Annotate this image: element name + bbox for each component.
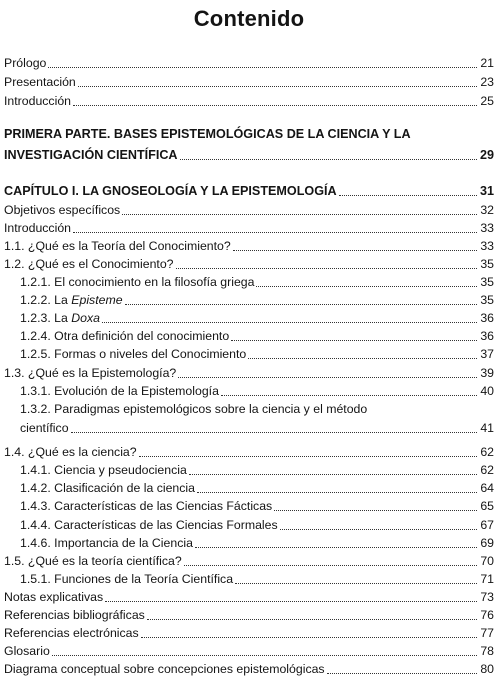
entry-page: 23 [480, 75, 494, 89]
dot-leader [141, 637, 477, 638]
entry-page: 71 [480, 572, 494, 586]
entry-page: 67 [480, 518, 494, 532]
entry-page: 31 [479, 184, 494, 198]
dot-leader [231, 340, 477, 341]
entry-label: 1.4.2. Clasificación de la ciencia [20, 481, 195, 495]
entry-label: INVESTIGACIÓN CIENTÍFICA [4, 148, 178, 162]
dot-leader [339, 195, 477, 196]
entry-label-italic: Doxa [71, 311, 100, 325]
entry-page: 29 [479, 148, 494, 162]
toc-entry-1-2-3[interactable] [20, 309, 494, 326]
toc-entry-1-2-5[interactable] [20, 345, 494, 362]
toc-entry-1-2-4[interactable] [20, 327, 494, 344]
dot-leader [221, 395, 477, 396]
entry-page: 64 [480, 481, 494, 495]
toc-entry-1-2-2[interactable] [20, 291, 494, 308]
dot-leader [248, 358, 477, 359]
dot-leader [176, 268, 477, 269]
toc-entry-referencias-bibliograficas[interactable] [4, 606, 494, 623]
entry-label: 1.3. ¿Qué es la Epistemología? [4, 366, 177, 380]
dot-leader [73, 232, 477, 233]
entry-label: 1.2. ¿Qué es el Conocimiento? [4, 257, 174, 271]
entry-label: 1.2.5. Formas o niveles del Conocimiento [20, 347, 247, 361]
entry-label: 1.2.4. Otra definición del conocimiento [20, 329, 230, 343]
entry-label: Glosario [4, 644, 50, 658]
dot-leader [48, 67, 477, 68]
entry-label-italic: Episteme [71, 293, 123, 307]
entry-page: 35 [480, 257, 494, 271]
entry-page: 33 [480, 239, 494, 253]
entry-page: 36 [480, 311, 494, 325]
entry-label: científico [20, 421, 69, 435]
entry-page: 65 [480, 499, 494, 513]
dot-leader [197, 492, 477, 493]
dot-leader [102, 322, 477, 323]
entry-page: 62 [480, 445, 494, 459]
toc-entry-diagrama[interactable] [4, 660, 494, 677]
entry-page: 77 [480, 626, 494, 640]
entry-label [20, 311, 100, 326]
entry-page: 69 [480, 536, 494, 550]
entry-label: 1.3.1. Evolución de la Epistemología [20, 384, 219, 398]
toc-entry-1-4[interactable] [4, 443, 494, 460]
entry-page: 36 [480, 329, 494, 343]
entry-page: 37 [480, 347, 494, 361]
entry-label: Referencias bibliográficas [4, 608, 145, 622]
dot-leader [195, 547, 477, 548]
entry-page: 39 [480, 366, 494, 380]
entry-page: 33 [480, 221, 494, 235]
dot-leader [125, 304, 477, 305]
toc-entry-1-3-1[interactable] [20, 382, 494, 399]
dot-leader [139, 456, 477, 457]
dot-leader [189, 474, 477, 475]
toc-entry-1-3-2-line2[interactable] [20, 419, 494, 436]
entry-label: Objetivos específicos [4, 203, 121, 217]
entry-label: 1.5. ¿Qué es la teoría científica? [4, 554, 182, 568]
dot-leader [235, 583, 477, 584]
dot-leader [180, 159, 477, 160]
entry-page: 35 [480, 293, 494, 307]
toc-entry-1-5[interactable] [4, 552, 494, 569]
dot-leader [122, 214, 477, 215]
entry-label: Introducción [4, 221, 71, 235]
dot-leader [71, 432, 477, 433]
entry-page: 35 [480, 275, 494, 289]
entry-page: 21 [480, 56, 494, 70]
toc-entry-intro[interactable] [4, 219, 494, 236]
dot-leader [52, 655, 477, 656]
dot-leader [184, 565, 477, 566]
toc-entry-1-1[interactable] [4, 237, 494, 254]
dot-leader [105, 601, 477, 602]
toc-entry-1-2[interactable] [4, 255, 494, 272]
toc-entry-1-5-1[interactable] [20, 570, 494, 587]
toc-entry-1-4-4[interactable] [20, 516, 494, 533]
toc-entry-1-4-1[interactable] [20, 461, 494, 478]
part-heading-line1[interactable]: PRIMERA PARTE. BASES EPISTEMOLÓGICAS DE LA CIENCIA Y LA [4, 127, 411, 141]
toc-entry-presentacion[interactable] [4, 73, 494, 90]
dot-leader [256, 286, 477, 287]
entry-label: 1.4.4. Características de las Ciencias Formales [20, 518, 278, 532]
dot-leader [73, 105, 477, 106]
entry-label: CAPÍTULO I. LA GNOSEOLOGÍA Y LA EPISTEMOLOGÍA [4, 184, 337, 198]
entry-page: 62 [480, 463, 494, 477]
toc-entry-introduccion[interactable] [4, 92, 494, 109]
dot-leader [274, 510, 477, 511]
chapter-heading[interactable] [4, 182, 494, 199]
page-title: Contenido [193, 6, 305, 31]
entry-label: Prólogo [4, 56, 47, 70]
dot-leader [280, 529, 477, 530]
entry-label-prefix: 1.2.2. La [20, 293, 72, 307]
entry-page: 41 [480, 421, 494, 435]
entry-page: 78 [480, 644, 494, 658]
entry-page: 80 [480, 662, 494, 676]
dot-leader [327, 673, 477, 674]
entry-label: 1.4.3. Características de las Ciencias Fácticas [20, 499, 273, 513]
entry-page: 76 [480, 608, 494, 622]
entry-page: 40 [480, 384, 494, 398]
entry-page: 25 [480, 94, 494, 108]
entry-label [20, 293, 123, 308]
entry-label: 1.2.1. El conocimiento en la filosofía griega [20, 275, 255, 289]
entry-label: Notas explicativas [4, 590, 104, 604]
entry-label: 1.4.6. Importancia de la Ciencia [20, 536, 193, 550]
toc-entry-1-3-2-line1[interactable]: 1.3.2. Paradigmas epistemológicos sobre la ciencia y el método [20, 402, 368, 416]
toc-entry-1-3[interactable] [4, 364, 494, 381]
toc-entry-prologo[interactable] [4, 54, 494, 71]
entry-page: 73 [480, 590, 494, 604]
entry-page: 70 [480, 554, 494, 568]
toc-entry-1-2-1[interactable] [20, 273, 494, 290]
entry-label: 1.1. ¿Qué es la Teoría del Conocimiento? [4, 239, 231, 253]
toc-entry-1-4-3[interactable] [20, 497, 494, 514]
entry-label: Diagrama conceptual sobre concepciones epistemológicas [4, 662, 325, 676]
toc-entry-1-4-6[interactable] [20, 534, 494, 551]
dot-leader [147, 619, 477, 620]
entry-label-prefix: 1.2.3. La [20, 311, 72, 325]
toc-entry-notas[interactable] [4, 588, 494, 605]
toc-entry-objetivos[interactable] [4, 201, 494, 218]
entry-label: 1.4. ¿Qué es la ciencia? [4, 445, 137, 459]
entry-label: 1.5.1. Funciones de la Teoría Científica [20, 572, 234, 586]
entry-page: 32 [480, 203, 494, 217]
entry-label: Introducción [4, 94, 71, 108]
entry-label: 1.4.1. Ciencia y pseudociencia [20, 463, 187, 477]
entry-label: Referencias electrónicas [4, 626, 139, 640]
part-heading-line2[interactable] [4, 146, 494, 163]
entry-label: Presentación [4, 75, 76, 89]
toc-entry-1-4-2[interactable] [20, 479, 494, 496]
dot-leader [78, 86, 477, 87]
toc-entry-glosario[interactable] [4, 642, 494, 659]
dot-leader [233, 250, 477, 251]
toc-entry-referencias-electronicas[interactable] [4, 624, 494, 641]
dot-leader [178, 377, 477, 378]
